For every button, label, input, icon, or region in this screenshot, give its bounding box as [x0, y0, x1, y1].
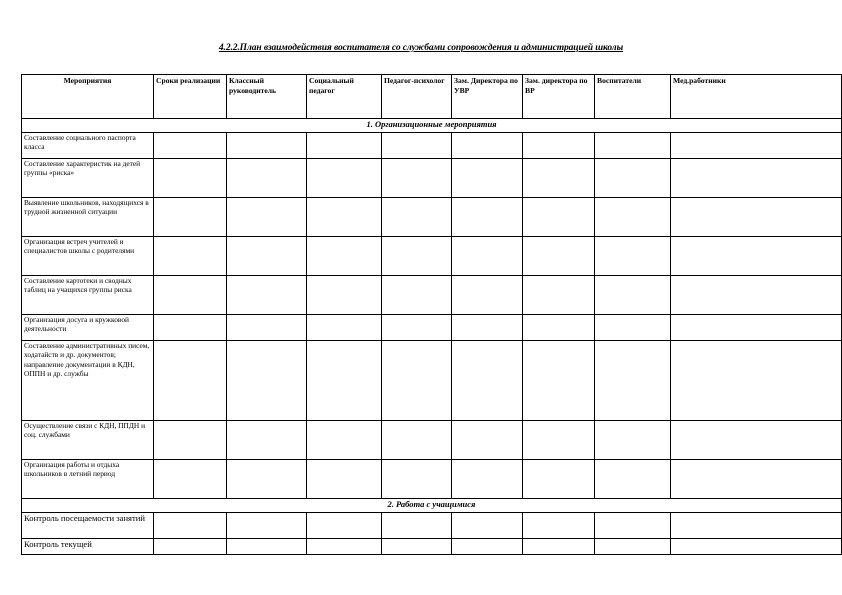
empty-cell[interactable]	[154, 133, 227, 159]
empty-cell[interactable]	[595, 133, 671, 159]
empty-cell[interactable]	[307, 159, 382, 198]
empty-cell[interactable]	[523, 513, 595, 539]
empty-cell[interactable]	[523, 198, 595, 237]
page-title: 4.2.2.План взаимодействия воспитателя со службами сопровождения и администрацией школы	[218, 43, 624, 53]
section-title: 1. Организационные мероприятия	[22, 119, 842, 133]
empty-cell[interactable]	[452, 421, 523, 460]
empty-cell[interactable]	[227, 237, 307, 276]
empty-cell[interactable]	[307, 315, 382, 341]
empty-cell[interactable]	[671, 341, 842, 421]
empty-cell[interactable]	[595, 460, 671, 499]
empty-cell[interactable]	[382, 513, 452, 539]
empty-cell[interactable]	[227, 315, 307, 341]
empty-cell[interactable]	[523, 460, 595, 499]
empty-cell[interactable]	[154, 276, 227, 315]
empty-cell[interactable]	[523, 237, 595, 276]
empty-cell[interactable]	[307, 133, 382, 159]
table-row	[22, 237, 842, 276]
empty-cell[interactable]	[307, 460, 382, 499]
empty-cell[interactable]	[452, 237, 523, 276]
empty-cell[interactable]	[452, 159, 523, 198]
table-row	[22, 539, 842, 555]
table-row	[22, 513, 842, 539]
empty-cell[interactable]	[523, 539, 595, 555]
empty-cell[interactable]	[671, 237, 842, 276]
empty-cell[interactable]	[227, 133, 307, 159]
empty-cell[interactable]	[671, 276, 842, 315]
empty-cell[interactable]	[595, 421, 671, 460]
section-row	[22, 499, 842, 513]
activity-cell: Организация досуга и кружковой деятельности	[22, 315, 154, 341]
column-header: Социальный педагог	[307, 75, 382, 119]
empty-cell[interactable]	[307, 198, 382, 237]
empty-cell[interactable]	[227, 159, 307, 198]
activity-cell: Выявление школьников, находящихся в трудной жизненной ситуации	[22, 198, 154, 237]
activity-cell: Осуществление связи с КДН, ППДН и соц. службами	[22, 421, 154, 460]
empty-cell[interactable]	[671, 513, 842, 539]
empty-cell[interactable]	[307, 513, 382, 539]
empty-cell[interactable]	[227, 276, 307, 315]
empty-cell[interactable]	[382, 198, 452, 237]
empty-cell[interactable]	[154, 159, 227, 198]
empty-cell[interactable]	[227, 341, 307, 421]
empty-cell[interactable]	[382, 133, 452, 159]
empty-cell[interactable]	[671, 460, 842, 499]
table-row	[22, 159, 842, 198]
empty-cell[interactable]	[595, 159, 671, 198]
empty-cell[interactable]	[382, 460, 452, 499]
empty-cell[interactable]	[452, 315, 523, 341]
column-header: Зам. Директора по УВР	[452, 75, 523, 119]
empty-cell[interactable]	[523, 421, 595, 460]
empty-cell[interactable]	[307, 276, 382, 315]
empty-cell[interactable]	[452, 539, 523, 555]
table-row	[22, 341, 842, 421]
empty-cell[interactable]	[452, 133, 523, 159]
empty-cell[interactable]	[154, 315, 227, 341]
activity-cell: Составление административных писем, ходатайств и др. документов; направление документации в КДН, ОППН и др. службы	[22, 341, 154, 421]
section-title: 2. Работа с учащимися	[22, 499, 842, 513]
empty-cell[interactable]	[671, 198, 842, 237]
table-row	[22, 133, 842, 159]
table-row	[22, 198, 842, 237]
empty-cell[interactable]	[154, 198, 227, 237]
empty-cell[interactable]	[227, 460, 307, 499]
activity-cell: Контроль текущей	[22, 539, 154, 555]
empty-cell[interactable]	[452, 198, 523, 237]
empty-cell[interactable]	[382, 341, 452, 421]
table-row	[22, 276, 842, 315]
empty-cell[interactable]	[154, 460, 227, 499]
table-body	[22, 119, 842, 555]
empty-cell[interactable]	[523, 133, 595, 159]
activity-cell: Организация работы и отдыха школьников в летний период	[22, 460, 154, 499]
column-header: Сроки реализации	[154, 75, 227, 119]
empty-cell[interactable]	[154, 539, 227, 555]
empty-cell[interactable]	[227, 198, 307, 237]
column-header: Воспитатели	[595, 75, 671, 119]
empty-cell[interactable]	[595, 276, 671, 315]
empty-cell[interactable]	[227, 421, 307, 460]
empty-cell[interactable]	[595, 513, 671, 539]
empty-cell[interactable]	[307, 539, 382, 555]
empty-cell[interactable]	[523, 276, 595, 315]
empty-cell[interactable]	[671, 421, 842, 460]
activity-cell: Составление картотеки и сводных таблиц на учащихся группы риска	[22, 276, 154, 315]
empty-cell[interactable]	[452, 341, 523, 421]
empty-cell[interactable]	[382, 315, 452, 341]
empty-cell[interactable]	[523, 159, 595, 198]
empty-cell[interactable]	[382, 159, 452, 198]
empty-cell[interactable]	[595, 341, 671, 421]
empty-cell[interactable]	[452, 513, 523, 539]
column-header: Педагог-психолог	[382, 75, 452, 119]
empty-cell[interactable]	[154, 237, 227, 276]
column-header: Мед.работники	[671, 75, 842, 119]
section-row	[22, 119, 842, 133]
table-row	[22, 315, 842, 341]
empty-cell[interactable]	[307, 421, 382, 460]
empty-cell[interactable]	[307, 341, 382, 421]
activity-cell: Составление характеристик на детей группы «риска»	[22, 159, 154, 198]
empty-cell[interactable]	[595, 237, 671, 276]
empty-cell[interactable]	[452, 276, 523, 315]
empty-cell[interactable]	[671, 315, 842, 341]
table-header-row	[22, 75, 842, 119]
empty-cell[interactable]	[671, 539, 842, 555]
empty-cell[interactable]	[671, 133, 842, 159]
activity-cell: Составление социального паспорта класса	[22, 133, 154, 159]
empty-cell[interactable]	[671, 159, 842, 198]
empty-cell[interactable]	[595, 315, 671, 341]
empty-cell[interactable]	[382, 237, 452, 276]
empty-cell[interactable]	[154, 421, 227, 460]
empty-cell[interactable]	[382, 421, 452, 460]
empty-cell[interactable]	[382, 276, 452, 315]
empty-cell[interactable]	[452, 460, 523, 499]
empty-cell[interactable]	[227, 513, 307, 539]
empty-cell[interactable]	[154, 513, 227, 539]
table-row	[22, 421, 842, 460]
empty-cell[interactable]	[154, 341, 227, 421]
empty-cell[interactable]	[523, 315, 595, 341]
empty-cell[interactable]	[307, 237, 382, 276]
empty-cell[interactable]	[382, 539, 452, 555]
column-header: Зам. директора по ВР	[523, 75, 595, 119]
empty-cell[interactable]	[595, 539, 671, 555]
activity-cell: Организация встреч учителей и специалистов школы с родителями	[22, 237, 154, 276]
column-header-activities: Мероприятия	[22, 75, 154, 119]
table-row	[22, 460, 842, 499]
interaction-plan-table	[21, 74, 842, 555]
empty-cell[interactable]	[227, 539, 307, 555]
empty-cell[interactable]	[595, 198, 671, 237]
column-header: Классный руководитель	[227, 75, 307, 119]
activity-cell: Контроль посещаемости занятий	[22, 513, 154, 539]
empty-cell[interactable]	[523, 341, 595, 421]
